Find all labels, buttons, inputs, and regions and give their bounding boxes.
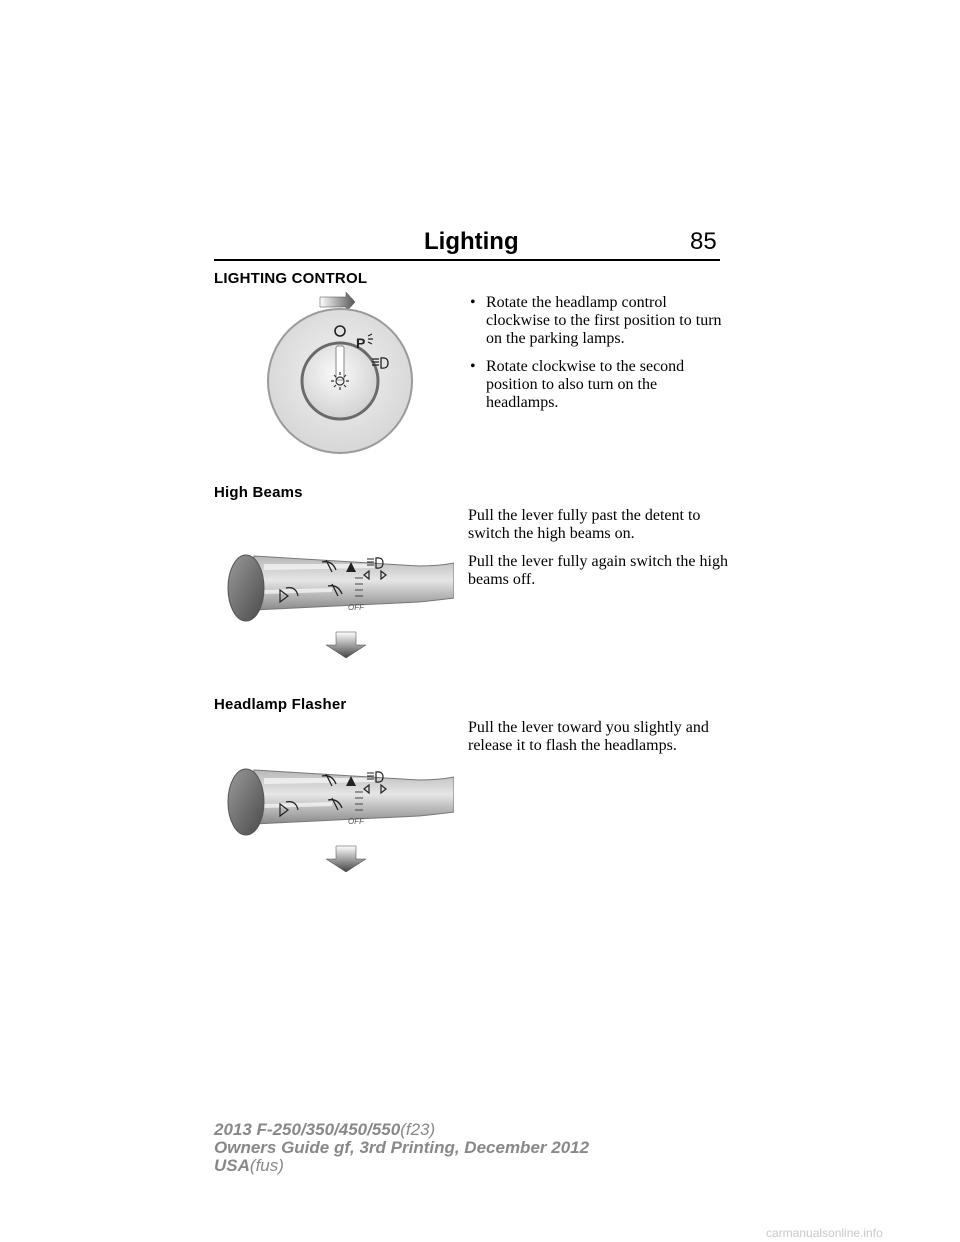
watermark: carmanualsonline.info (766, 1226, 883, 1240)
svg-text:P: P (356, 335, 366, 351)
footer-market-line: USA(fus) (214, 1156, 284, 1175)
pull-down-arrow-icon (326, 846, 366, 872)
headlamp-flasher-text (468, 719, 728, 765)
multifunction-lever-illustration (224, 762, 454, 874)
pull-down-arrow-icon (326, 632, 366, 658)
page-number: 85 (690, 228, 717, 255)
lighting-control-text (468, 294, 728, 422)
high-beams-heading: High Beams (214, 484, 303, 501)
headlamp-dial-illustration (258, 290, 428, 480)
paragraph: Pull the lever toward you slightly and release it to flash the headlamps. (468, 719, 709, 754)
paragraph: Pull the lever fully past the detent to switch the high beams on. (468, 507, 701, 542)
high-beams-text (468, 507, 728, 599)
headlamp-flasher-heading: Headlamp Flasher (214, 696, 347, 713)
off-label: OFF (348, 817, 364, 826)
footer-guide-line: Owners Guide gf, 3rd Printing, December 2012 (214, 1138, 590, 1157)
footer-model-line: 2013 F-250/350/450/550(f23) (214, 1120, 436, 1139)
section-title: Lighting (424, 228, 519, 255)
lighting-control-heading: LIGHTING CONTROL (214, 270, 368, 287)
bullet-item: • Rotate the headlamp control clockwise to the first position to turn on the parking lamps. (470, 294, 722, 347)
off-label: OFF (348, 603, 364, 612)
footer (214, 1121, 589, 1175)
header-rule (214, 259, 720, 261)
multifunction-lever-illustration (224, 548, 454, 660)
paragraph: Pull the lever fully again switch the high beams off. (468, 553, 728, 588)
bullet-item: • Rotate clockwise to the second position to also turn on the headlamps. (470, 358, 685, 411)
